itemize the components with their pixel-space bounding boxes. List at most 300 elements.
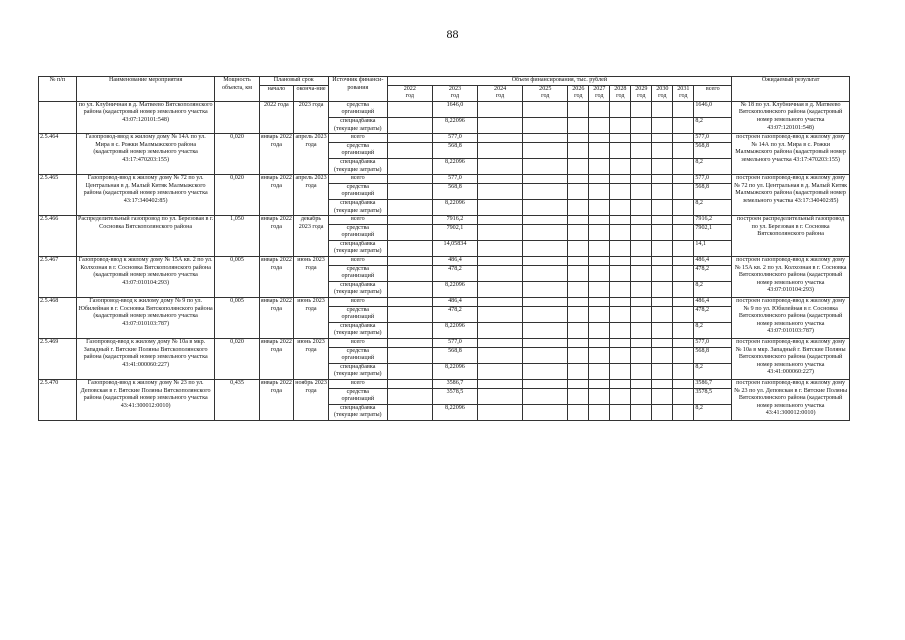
year-value	[523, 379, 568, 388]
year-value	[610, 363, 631, 379]
year-value	[387, 175, 432, 184]
year-value	[610, 388, 631, 404]
year-value: 3578,5	[432, 388, 477, 404]
year-value: 7916,2	[432, 216, 477, 225]
year-value	[387, 199, 432, 215]
year-value	[523, 117, 568, 133]
year-value	[568, 134, 589, 143]
year-value	[387, 265, 432, 281]
funding-source: спецнадбавка (текущие затраты)	[328, 322, 387, 338]
funding-source: средства организаций	[328, 224, 387, 240]
measure-name: Газопровод-ввод к жилому дому № 72 по ул. Центральная в д. Малый Китяк Малмыжского района (кадастровый номер земельного участка 43:17:340402:85)	[76, 175, 215, 216]
capacity-value: 1,050	[215, 216, 259, 257]
expected-result: построен газопровод-ввод к жилому дому № 72 по ул. Центральная в д. Малый Китяк Малмыжского района (кадастровый номер земельного участка 43:17:340402:85)	[732, 175, 850, 216]
year-value	[610, 224, 631, 240]
year-value	[652, 298, 673, 307]
header-year: 2022 год	[387, 85, 432, 101]
year-value	[387, 388, 432, 404]
year-value	[568, 379, 589, 388]
total-value: 3586,7	[694, 379, 732, 388]
term-end: июнь 2023 года	[294, 339, 329, 380]
year-value	[478, 306, 523, 322]
year-value	[673, 388, 694, 404]
year-value	[631, 175, 652, 184]
funding-source: спецнадбавка (текущие затраты)	[328, 158, 387, 174]
header-year: 2030 год	[652, 85, 673, 101]
measure-name: Газопровод-ввод к жилому дому № 15А кв. 2 по ул. Колхозная в г. Сосновка Вятскополянского района (кадастровый номер земельного участка 43:07:010104:293)	[76, 257, 215, 298]
year-value: 478,2	[432, 265, 477, 281]
expected-result: № 18 по ул. Клубничная в д. Матвеево Вятскополянского района (кадастровый номер земельного участка 43:07:120101:548)	[732, 101, 850, 133]
year-value	[631, 265, 652, 281]
year-value	[568, 175, 589, 184]
capacity-value: 0,005	[215, 298, 259, 339]
year-value	[387, 306, 432, 322]
year-value	[673, 322, 694, 338]
year-value	[523, 134, 568, 143]
header-funding: Объем финансирования, тыс. рублей	[387, 77, 731, 86]
year-value	[673, 298, 694, 307]
term-end: июнь 2023 года	[294, 257, 329, 298]
year-value	[478, 158, 523, 174]
term-end: апрель 2023 года	[294, 134, 329, 175]
header-term-start: начало	[259, 85, 294, 101]
year-value	[523, 175, 568, 184]
year-value	[478, 281, 523, 297]
total-value: 8,2	[694, 322, 732, 338]
capacity-value: 0,005	[215, 257, 259, 298]
year-value	[652, 158, 673, 174]
page-number: 88	[446, 27, 459, 41]
row-number: 2.5.465	[39, 175, 77, 216]
year-value	[568, 240, 589, 256]
funding-source: всего	[328, 339, 387, 348]
year-value	[610, 199, 631, 215]
year-value	[610, 183, 631, 199]
measure-name: Газопровод-ввод к жилому дому № 9 по ул. Юбилейная в г. Сосновка Вятскополянского района (кадастровый номер земельного участка 43:07:010103:787)	[76, 298, 215, 339]
year-value	[652, 363, 673, 379]
capacity-value	[215, 101, 259, 133]
total-value: 8,2	[694, 281, 732, 297]
header-row-1	[39, 77, 850, 86]
total-value: 568,8	[694, 183, 732, 199]
year-value	[652, 347, 673, 363]
year-value	[610, 216, 631, 225]
table-row	[39, 134, 850, 143]
total-value: 577,0	[694, 339, 732, 348]
year-value	[652, 101, 673, 117]
total-value: 486,4	[694, 257, 732, 266]
funding-source: средства организаций	[328, 347, 387, 363]
year-value	[523, 322, 568, 338]
year-value: 577,0	[432, 175, 477, 184]
year-value	[610, 142, 631, 158]
year-value	[610, 240, 631, 256]
year-value	[478, 175, 523, 184]
year-value: 478,2	[432, 306, 477, 322]
year-value	[523, 388, 568, 404]
measure-name: по ул. Клубничная в д. Матвеево Вятскополянского района (кадастровый номер земельного участка 43:07:120101:548)	[76, 101, 215, 133]
year-value	[610, 298, 631, 307]
year-value	[387, 158, 432, 174]
term-start: январь 2022 года	[259, 134, 294, 175]
year-value	[652, 142, 673, 158]
year-value	[387, 339, 432, 348]
year-value	[589, 363, 610, 379]
year-value	[589, 281, 610, 297]
term-start: январь 2022 года	[259, 216, 294, 257]
row-number: 2.5.464	[39, 134, 77, 175]
year-value	[673, 281, 694, 297]
total-value: 577,0	[694, 175, 732, 184]
year-value	[631, 142, 652, 158]
total-value: 1646,0	[694, 101, 732, 117]
funding-source: спецнадбавка (текущие затраты)	[328, 404, 387, 420]
total-value: 8,2	[694, 404, 732, 420]
year-value	[568, 404, 589, 420]
year-value	[589, 240, 610, 256]
row-number: 2.5.469	[39, 339, 77, 380]
funding-source: средства организаций	[328, 142, 387, 158]
year-value	[387, 347, 432, 363]
funding-source: всего	[328, 379, 387, 388]
measure-name: Газопровод-ввод к жилому дому № 14А по ул. Мира в с. Рожки Малмыжского района (кадастровый номер земельного участка 43:17:470203:155)	[76, 134, 215, 175]
header-capacity: Мощность объекта, км	[215, 77, 259, 102]
year-value	[387, 240, 432, 256]
year-value	[387, 216, 432, 225]
header-total: всего	[694, 85, 732, 101]
year-value	[568, 388, 589, 404]
total-value: 8,2	[694, 117, 732, 133]
year-value	[523, 306, 568, 322]
total-value: 577,0	[694, 134, 732, 143]
year-value	[478, 363, 523, 379]
year-value	[478, 216, 523, 225]
total-value: 7902,1	[694, 224, 732, 240]
total-value: 568,8	[694, 347, 732, 363]
term-start: январь 2022 года	[259, 339, 294, 380]
expected-result: построен газопровод-ввод к жилому дому № 23 по ул. Деповская в г. Вятские Поляны Вятскополянского района (кадастровый номер земельного участка 43:41:300012:0010)	[732, 379, 850, 420]
year-value	[652, 240, 673, 256]
table-row	[39, 339, 850, 348]
measure-name: Газопровод-ввод к жилому дому № 10а в мкр. Западный г. Вятские Поляны Вятскополянского района (кадастровый номер земельного участка 43:41:000060:227)	[76, 339, 215, 380]
year-value	[523, 363, 568, 379]
term-start: январь 2022 года	[259, 379, 294, 420]
year-value	[673, 306, 694, 322]
year-value	[673, 175, 694, 184]
year-value	[568, 339, 589, 348]
funding-source: всего	[328, 134, 387, 143]
year-value	[673, 142, 694, 158]
year-value	[631, 298, 652, 307]
year-value	[673, 347, 694, 363]
year-value	[568, 347, 589, 363]
measure-name: Газопровод-ввод к жилому дому № 23 по ул. Деповская в г. Вятские Поляны Вятскополянского района (кадастровый номер земельного участка 43:41:300012:0010)	[76, 379, 215, 420]
total-value: 8,2	[694, 363, 732, 379]
year-value	[589, 224, 610, 240]
year-value	[387, 379, 432, 388]
total-value: 14,1	[694, 240, 732, 256]
year-value	[652, 199, 673, 215]
year-value	[387, 117, 432, 133]
year-value	[523, 339, 568, 348]
year-value: 14,05834	[432, 240, 477, 256]
year-value	[631, 281, 652, 297]
row-number: 2.5.468	[39, 298, 77, 339]
year-value	[523, 101, 568, 117]
year-value	[568, 298, 589, 307]
year-value	[652, 224, 673, 240]
year-value: 8,22096	[432, 158, 477, 174]
year-value	[610, 322, 631, 338]
capacity-value: 0,020	[215, 134, 259, 175]
header-year: 2023 год	[432, 85, 477, 101]
year-value: 8,22096	[432, 404, 477, 420]
funding-source: всего	[328, 257, 387, 266]
funding-source: средства организаций	[328, 306, 387, 322]
year-value	[568, 142, 589, 158]
year-value	[631, 404, 652, 420]
year-value	[610, 175, 631, 184]
total-value: 486,4	[694, 298, 732, 307]
year-value	[523, 265, 568, 281]
year-value	[387, 404, 432, 420]
year-value	[589, 183, 610, 199]
term-end: декабрь 2023 года	[294, 216, 329, 257]
year-value	[652, 379, 673, 388]
year-value	[610, 117, 631, 133]
year-value	[631, 158, 652, 174]
year-value	[631, 347, 652, 363]
year-value	[673, 257, 694, 266]
funding-source: всего	[328, 175, 387, 184]
year-value	[387, 298, 432, 307]
year-value	[478, 265, 523, 281]
year-value	[387, 183, 432, 199]
header-year: 2027 год	[589, 85, 610, 101]
year-value	[478, 298, 523, 307]
year-value	[478, 117, 523, 133]
expected-result: построен газопровод-ввод к жилому дому № 15А кв. 2 по ул. Колхозная в г. Сосновка Вятскополянского района (кадастровый номер земельного участка 43:07:010104:293)	[732, 257, 850, 298]
year-value	[568, 265, 589, 281]
year-value	[523, 347, 568, 363]
year-value	[589, 257, 610, 266]
year-value	[478, 199, 523, 215]
year-value	[387, 363, 432, 379]
year-value	[568, 183, 589, 199]
year-value	[589, 388, 610, 404]
year-value: 568,8	[432, 142, 477, 158]
header-year: 2024 год	[478, 85, 523, 101]
year-value	[652, 175, 673, 184]
year-value	[589, 101, 610, 117]
year-value	[673, 117, 694, 133]
year-value	[652, 281, 673, 297]
year-value: 8,22096	[432, 281, 477, 297]
year-value	[478, 339, 523, 348]
year-value	[631, 322, 652, 338]
year-value: 3586,7	[432, 379, 477, 388]
year-value	[610, 379, 631, 388]
year-value	[589, 322, 610, 338]
year-value	[523, 404, 568, 420]
term-start: 2022 года	[259, 101, 294, 133]
header-term: Плановый срок	[259, 77, 328, 86]
year-value	[631, 363, 652, 379]
year-value	[523, 199, 568, 215]
term-start: январь 2022 года	[259, 175, 294, 216]
year-value: 7902,1	[432, 224, 477, 240]
year-value	[568, 117, 589, 133]
year-value	[523, 298, 568, 307]
year-value	[478, 240, 523, 256]
year-value	[568, 257, 589, 266]
year-value	[631, 240, 652, 256]
year-value	[652, 265, 673, 281]
year-value	[610, 265, 631, 281]
header-source: Источник финанси-рования	[328, 77, 387, 102]
year-value	[478, 257, 523, 266]
year-value	[387, 281, 432, 297]
year-value	[568, 306, 589, 322]
year-value	[652, 404, 673, 420]
year-value	[523, 281, 568, 297]
capacity-value: 0,435	[215, 379, 259, 420]
year-value	[478, 347, 523, 363]
year-value	[568, 158, 589, 174]
year-value	[673, 199, 694, 215]
term-end: апрель 2023 года	[294, 175, 329, 216]
total-value: 3578,5	[694, 388, 732, 404]
year-value: 486,4	[432, 257, 477, 266]
term-end: июнь 2023 года	[294, 298, 329, 339]
year-value	[673, 158, 694, 174]
year-value	[478, 134, 523, 143]
year-value	[387, 322, 432, 338]
year-value	[568, 199, 589, 215]
total-value: 478,2	[694, 306, 732, 322]
funding-source: спецнадбавка (текущие затраты)	[328, 240, 387, 256]
year-value	[478, 404, 523, 420]
year-value	[631, 388, 652, 404]
expected-result: построен распределительный газопровод по ул. Березовая в г. Сосновка Вятскополянского района	[732, 216, 850, 257]
year-value	[610, 158, 631, 174]
year-value	[673, 339, 694, 348]
year-value	[523, 158, 568, 174]
year-value	[631, 224, 652, 240]
year-value	[652, 388, 673, 404]
funding-source: средства организаций	[328, 265, 387, 281]
year-value	[478, 379, 523, 388]
year-value	[478, 322, 523, 338]
year-value	[478, 224, 523, 240]
total-value: 478,2	[694, 265, 732, 281]
year-value	[652, 257, 673, 266]
year-value: 486,4	[432, 298, 477, 307]
year-value	[652, 183, 673, 199]
year-value	[631, 101, 652, 117]
funding-source: спецнадбавка (текущие затраты)	[328, 199, 387, 215]
expected-result: построен газопровод-ввод к жилому дому № 10а в мкр. Западный г. Вятские Поляны Вятскополянского района (кадастровый номер земельного участка 43:41:000060:227)	[732, 339, 850, 380]
year-value	[589, 306, 610, 322]
year-value	[610, 281, 631, 297]
year-value	[523, 183, 568, 199]
year-value	[673, 379, 694, 388]
year-value	[631, 339, 652, 348]
expected-result: построен газопровод-ввод к жилому дому № 9 по ул. Юбилейная в г. Сосновка Вятскополянского района (кадастровый номер земельного участка 43:07:010103:787)	[732, 298, 850, 339]
funding-source: спецнадбавка (текущие затраты)	[328, 363, 387, 379]
year-value	[652, 117, 673, 133]
row-number	[39, 101, 77, 133]
year-value	[673, 101, 694, 117]
year-value: 8,22096	[432, 322, 477, 338]
total-value: 568,8	[694, 142, 732, 158]
year-value	[589, 379, 610, 388]
year-value	[610, 347, 631, 363]
year-value	[673, 265, 694, 281]
year-value	[610, 306, 631, 322]
year-value	[631, 183, 652, 199]
year-value	[589, 339, 610, 348]
measure-name: Распределительный газопровод по ул. Березовая в г. Сосновка Вятскополянского района	[76, 216, 215, 257]
year-value	[673, 363, 694, 379]
header-year: 2025 год	[523, 85, 568, 101]
funding-source: спецнадбавка (текущие затраты)	[328, 117, 387, 133]
year-value	[589, 199, 610, 215]
year-value	[387, 257, 432, 266]
term-end: ноябрь 2023 года	[294, 379, 329, 420]
year-value	[568, 363, 589, 379]
year-value: 577,0	[432, 339, 477, 348]
header-name: Наименование мероприятия	[76, 77, 215, 102]
year-value	[589, 347, 610, 363]
year-value	[568, 216, 589, 225]
year-value	[673, 240, 694, 256]
funding-source: всего	[328, 298, 387, 307]
table-row	[39, 216, 850, 225]
funding-table	[38, 76, 850, 421]
year-value	[523, 142, 568, 158]
funding-source: средства организаций	[328, 388, 387, 404]
year-value	[610, 134, 631, 143]
funding-source: средства организаций	[328, 183, 387, 199]
year-value	[387, 134, 432, 143]
table-row	[39, 298, 850, 307]
year-value	[631, 257, 652, 266]
year-value	[652, 306, 673, 322]
header-term-end: оконча-ние	[294, 85, 329, 101]
year-value	[568, 101, 589, 117]
year-value	[387, 224, 432, 240]
term-start: январь 2022 года	[259, 298, 294, 339]
year-value	[523, 224, 568, 240]
year-value: 577,0	[432, 134, 477, 143]
year-value	[523, 257, 568, 266]
total-value: 8,2	[694, 199, 732, 215]
row-number: 2.5.466	[39, 216, 77, 257]
year-value	[673, 134, 694, 143]
funding-source: средства организаций	[328, 101, 387, 117]
header-num: № п/п	[39, 77, 77, 102]
capacity-value: 0,020	[215, 339, 259, 380]
year-value	[652, 339, 673, 348]
year-value	[387, 142, 432, 158]
table-body	[39, 101, 850, 420]
year-value	[523, 216, 568, 225]
year-value	[589, 175, 610, 184]
header-year: 2031 год	[673, 85, 694, 101]
header-year: 2028 год	[610, 85, 631, 101]
year-value	[568, 224, 589, 240]
